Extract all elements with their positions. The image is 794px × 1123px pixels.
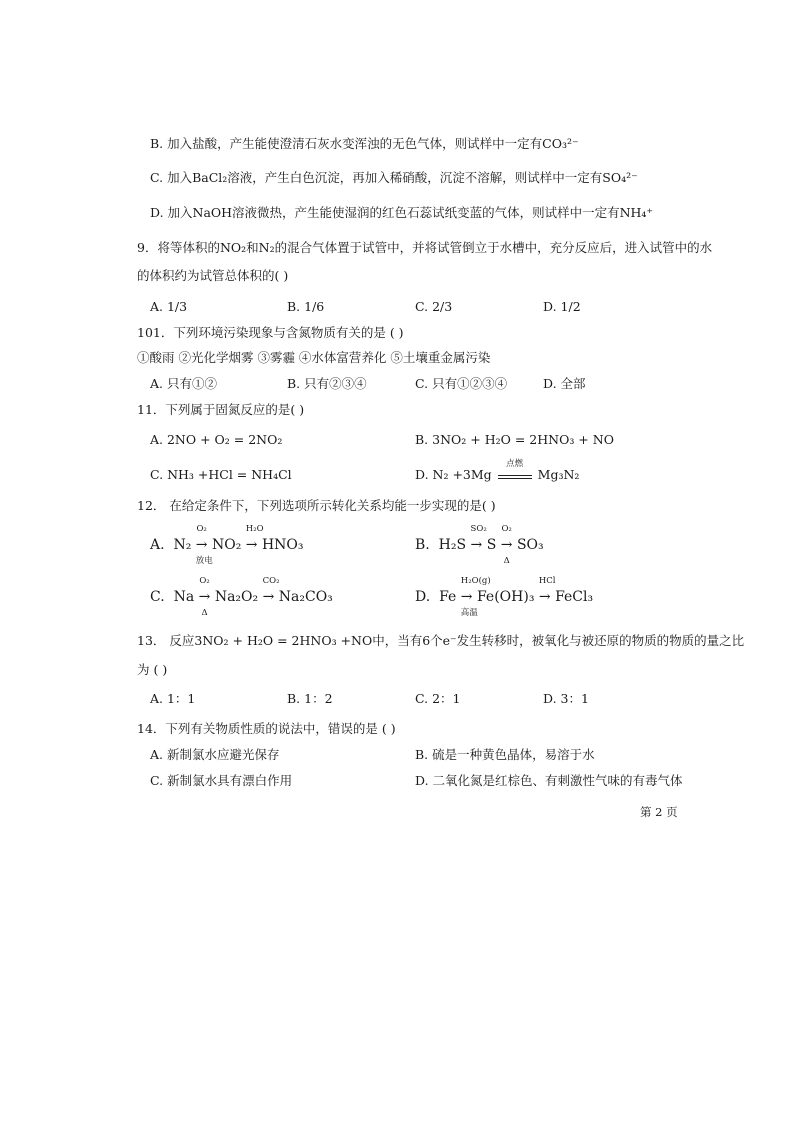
q9-stem-line1: 9．将等体积的NO₂和N₂的混合气体置于试管中，并将试管倒立于水槽中，充分反应后，进入试管中的水 bbox=[137, 240, 713, 255]
q12-b-label: B. bbox=[415, 537, 430, 553]
q12-d-s3: FeCl₃ bbox=[555, 589, 594, 605]
q12-d-label: D. bbox=[415, 589, 431, 605]
q12-a-arrow2: H₂O → bbox=[245, 524, 264, 553]
q12-d-over1: H₂O(g) bbox=[460, 576, 491, 586]
q12-b-over1: SO₂ bbox=[470, 524, 487, 534]
q12-c-s1: Na bbox=[173, 589, 195, 605]
q12-c-arrow1: O₂ → Δ bbox=[198, 576, 211, 618]
q12-c-over2: CO₂ bbox=[262, 576, 280, 586]
q12-c-s2: Na₂O₂ bbox=[214, 589, 259, 605]
q12-d-arrow2: HCl → bbox=[538, 576, 556, 605]
q9-option-b: B. 1/6 bbox=[287, 299, 325, 314]
q12-option-b bbox=[415, 524, 544, 566]
q11-option-d bbox=[415, 459, 580, 485]
prev-option-c: C. 加入BaCl₂溶液，产生白色沉淀，再加入稀硝酸，沉淀不溶解，则试样中一定有SO₄²⁻ bbox=[150, 170, 638, 185]
q12-d-over2: HCl bbox=[538, 576, 556, 586]
q10-option-c: C. 只有①②③④ bbox=[415, 376, 508, 391]
q12-d-arrow1: H₂O(g) → 高温 bbox=[460, 576, 491, 618]
q14-option-b: B. 硫是一种黄色晶体，易溶于水 bbox=[415, 747, 595, 762]
q12-option-d bbox=[415, 576, 594, 618]
q12-a-label: A. bbox=[150, 537, 165, 553]
prev-option-b: B. 加入盐酸，产生能使澄清石灰水变浑浊的无色气体，则试样中一定有CO₃²⁻ bbox=[150, 136, 579, 151]
q12-b-arrow1: SO₂ → bbox=[470, 524, 487, 553]
q10-option-d: D. 全部 bbox=[543, 376, 586, 391]
q12-b-s3: SO₃ bbox=[516, 537, 544, 553]
prev-option-d: D. 加入NaOH溶液微热，产生能使湿润的红色石蕊试纸变蓝的气体，则试样中一定有NH₄⁺ bbox=[150, 205, 654, 220]
q12-d-s2: Fe(OH)₃ bbox=[476, 589, 535, 605]
q14-option-a: A. 新制氯水应避光保存 bbox=[150, 747, 280, 762]
q12-d-s1: Fe bbox=[439, 589, 457, 605]
q12-a-s3: HNO₃ bbox=[261, 537, 304, 553]
q12-a-arrow1: O₂ → 放电 bbox=[195, 524, 213, 566]
q11-d-condition bbox=[498, 459, 532, 479]
q13-stem-line1: 13． 反应3NO₂ + H₂O = 2HNO₃ +NO中，当有6个e⁻发生转移时，被氧化与被还原的物质的物质的量之比 bbox=[137, 633, 745, 648]
q12-b-arrow2: O₂ → Δ bbox=[500, 524, 513, 566]
q11-option-c: C. NH₃ +HCl = NH₄Cl bbox=[150, 467, 292, 482]
page-number: 第 2 页 bbox=[640, 805, 678, 819]
q9-stem-line2: 的体积约为试管总体积的( ) bbox=[137, 268, 289, 283]
q13-option-c: C. 2：1 bbox=[415, 691, 461, 706]
q9-option-c: C. 2/3 bbox=[415, 299, 453, 314]
q11-stem: 11．下列属于固氮反应的是( ) bbox=[137, 402, 305, 417]
q12-c-s3: Na₂CO₃ bbox=[278, 589, 333, 605]
q11-d-reactants: D. N₂ +3Mg bbox=[415, 467, 492, 482]
q13-option-d: D. 3：1 bbox=[543, 691, 589, 706]
q12-d-under1: 高温 bbox=[460, 608, 478, 618]
q10-items: ①酸雨 ②光化学烟雾 ③雾霾 ④水体富营养化 ⑤土壤重金属污染 bbox=[137, 350, 491, 365]
q12-c-arrow2: CO₂ → bbox=[262, 576, 280, 605]
q12-a-s2: NO₂ bbox=[211, 537, 242, 553]
q12-b-s1: H₂S bbox=[438, 537, 467, 553]
q9-option-a: A. 1/3 bbox=[150, 299, 188, 314]
q12-c-label: C. bbox=[150, 589, 165, 605]
q12-b-under2: Δ bbox=[503, 556, 510, 566]
q10-stem: 101．下列环境污染现象与含氮物质有关的是 ( ) bbox=[137, 325, 404, 340]
q12-a-over2: H₂O bbox=[245, 524, 264, 534]
q12-c-under1: Δ bbox=[201, 608, 208, 618]
q12-option-c bbox=[150, 576, 333, 618]
q12-a-s1: N₂ bbox=[173, 537, 192, 553]
q12-stem: 12． 在给定条件下，下列选项所示转化关系均能一步实现的是( ) bbox=[137, 498, 496, 513]
q14-stem: 14．下列有关物质性质的说法中，错误的是 ( ) bbox=[137, 721, 396, 736]
q10-option-a: A. 只有①② bbox=[150, 376, 217, 391]
q14-option-d: D. 二氧化氮是红棕色、有刺激性气味的有毒气体 bbox=[415, 773, 683, 788]
q11-option-b: B. 3NO₂ + H₂O = 2HNO₃ + NO bbox=[415, 432, 614, 447]
q12-a-under1: 放电 bbox=[195, 556, 213, 566]
q12-a-over1: O₂ bbox=[196, 524, 207, 534]
q11-d-product: Mg₃N₂ bbox=[537, 467, 580, 482]
q13-stem-line2: 为 ( ) bbox=[137, 662, 168, 677]
q12-option-a bbox=[150, 524, 304, 566]
q12-b-s2: S bbox=[486, 537, 497, 553]
q13-option-a: A. 1：1 bbox=[150, 691, 196, 706]
q12-b-over2: O₂ bbox=[501, 524, 512, 534]
q11-option-a: A. 2NO + O₂ = 2NO₂ bbox=[150, 432, 283, 447]
q10-option-b: B. 只有②③④ bbox=[287, 376, 367, 391]
q9-option-d: D. 1/2 bbox=[543, 299, 581, 314]
q12-c-over1: O₂ bbox=[199, 576, 210, 586]
q11-d-condition-label: 点燃 bbox=[506, 459, 524, 469]
q14-option-c: C. 新制氯水具有漂白作用 bbox=[150, 773, 293, 788]
q13-option-b: B. 1：2 bbox=[287, 691, 333, 706]
